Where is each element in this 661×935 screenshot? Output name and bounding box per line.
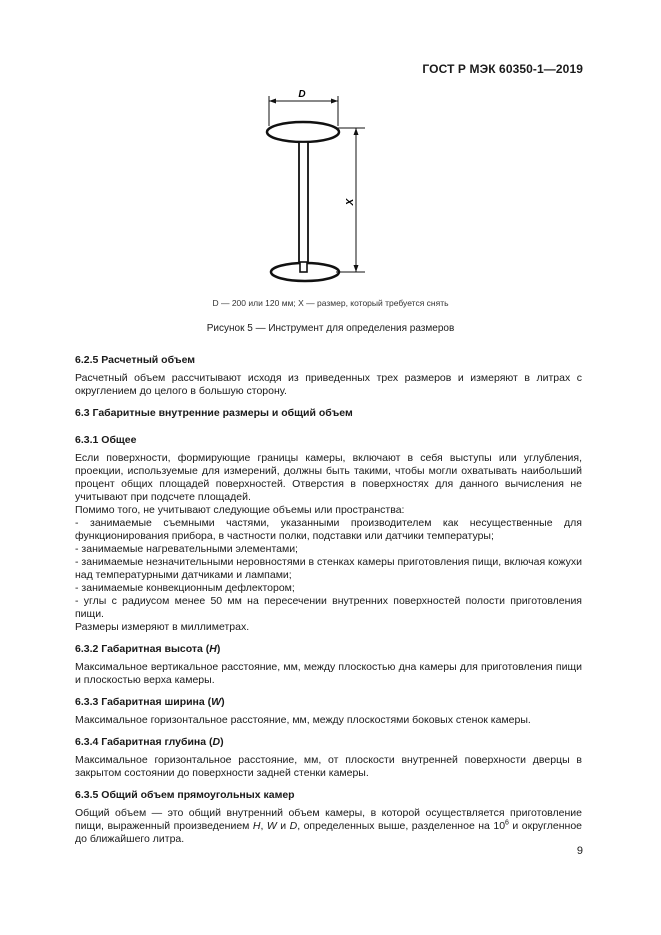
excluded-volumes-list — [75, 517, 582, 621]
list-item: - занимаемые конвекционным дефлектором; — [75, 582, 295, 594]
para-6-2-5: Расчетный объем рассчитывают исходя из приведенных трех размеров и измеряют в литрах с округлением до целого в большую сторону. — [75, 372, 582, 397]
para-6-3-2: Максимальное вертикальное расстояние, мм, между плоскостью дна камеры для приготовления пищи и плоскостью верха камеры. — [75, 661, 582, 686]
list-item: - занимаемые нагревательными элементами; — [75, 543, 298, 555]
page-number: 9 — [576, 845, 583, 857]
arrow-d-right — [331, 99, 338, 104]
label-x: X — [345, 198, 356, 206]
para-6-3-4: Максимальное горизонтальное расстояние, мм, от плоскости внутренней поверхности дверцы в закрытом состоянии до поверхности задней стенки камеры. — [75, 754, 582, 779]
heading-6-3-2: 6.3.2 Габаритная высота (H) — [75, 643, 221, 655]
arrow-d-left — [269, 99, 276, 104]
para-6-3-1-a: Если поверхности, формирующие границы камеры, включают в себя выступы или углубления, проекции, используемые для измерений, должны быть такими, чтобы могли охватывать наибольший процент общих площадей поверхностей. Отверстия в поверхностях для данного вычисления не учитывают при подсчете площадей. — [75, 452, 582, 503]
figure-caption: Рисунок 5 — Инструмент для определения размеров — [206, 323, 455, 334]
arrow-x-top — [354, 128, 359, 135]
list-item: - углы с радиусом менее 50 мм на пересечении внутренних поверхностей полости приготовления пищи. — [75, 595, 582, 620]
label-d: D — [298, 89, 306, 100]
figure-note: D — 200 или 120 мм; X — размер, который требуется снять — [212, 298, 449, 308]
top-disc — [267, 122, 339, 142]
heading-6-2-5: 6.2.5 Расчетный объем — [75, 354, 196, 366]
rod-base — [300, 262, 307, 272]
heading-6-3-4: 6.3.4 Габаритная глубина (D) — [75, 736, 224, 748]
rod — [299, 142, 308, 272]
para-6-3-5: Общий объем — это общий внутренний объем камеры, в которой осуществляется приготовление пищи, выраженный произведением H, W и D, определенных выше, разделенное на $10^6$ и округленное до ближайшего литра. — [75, 807, 583, 845]
standard-header: ГОСТ Р МЭК 60350-1—2019 — [422, 62, 583, 76]
arrow-x-bottom — [354, 265, 359, 272]
heading-6-3-5: 6.3.5 Общий объем прямоугольных камер — [75, 789, 295, 801]
heading-6-3: 6.3 Габаритные внутренние размеры и общий объем — [75, 407, 353, 419]
heading-6-3-3: 6.3.3 Габаритная ширина (W) — [75, 696, 225, 708]
heading-6-3-1: 6.3.1 Общее — [75, 434, 137, 446]
list-item: - занимаемые съемными частями, указанными производителем как несущественные для функционирования прибора, в частности полки, подставки или датчики температуры; — [75, 517, 582, 542]
list-item: - занимаемые незначительными неровностями в стенках камеры приготовления пищи, включая кожухи над температурными датчиками и лампами; — [75, 556, 582, 581]
para-6-3-1-b: Помимо того, не учитывают следующие объемы или пространства: — [75, 504, 405, 516]
para-6-3-3: Максимальное горизонтальное расстояние, мм, между плоскостями боковых стенок камеры. — [75, 714, 531, 726]
measuring-tool-figure — [0, 0, 661, 300]
document-body — [75, 354, 582, 846]
para-6-3-1-c: Размеры измеряют в миллиметрах. — [75, 621, 250, 633]
